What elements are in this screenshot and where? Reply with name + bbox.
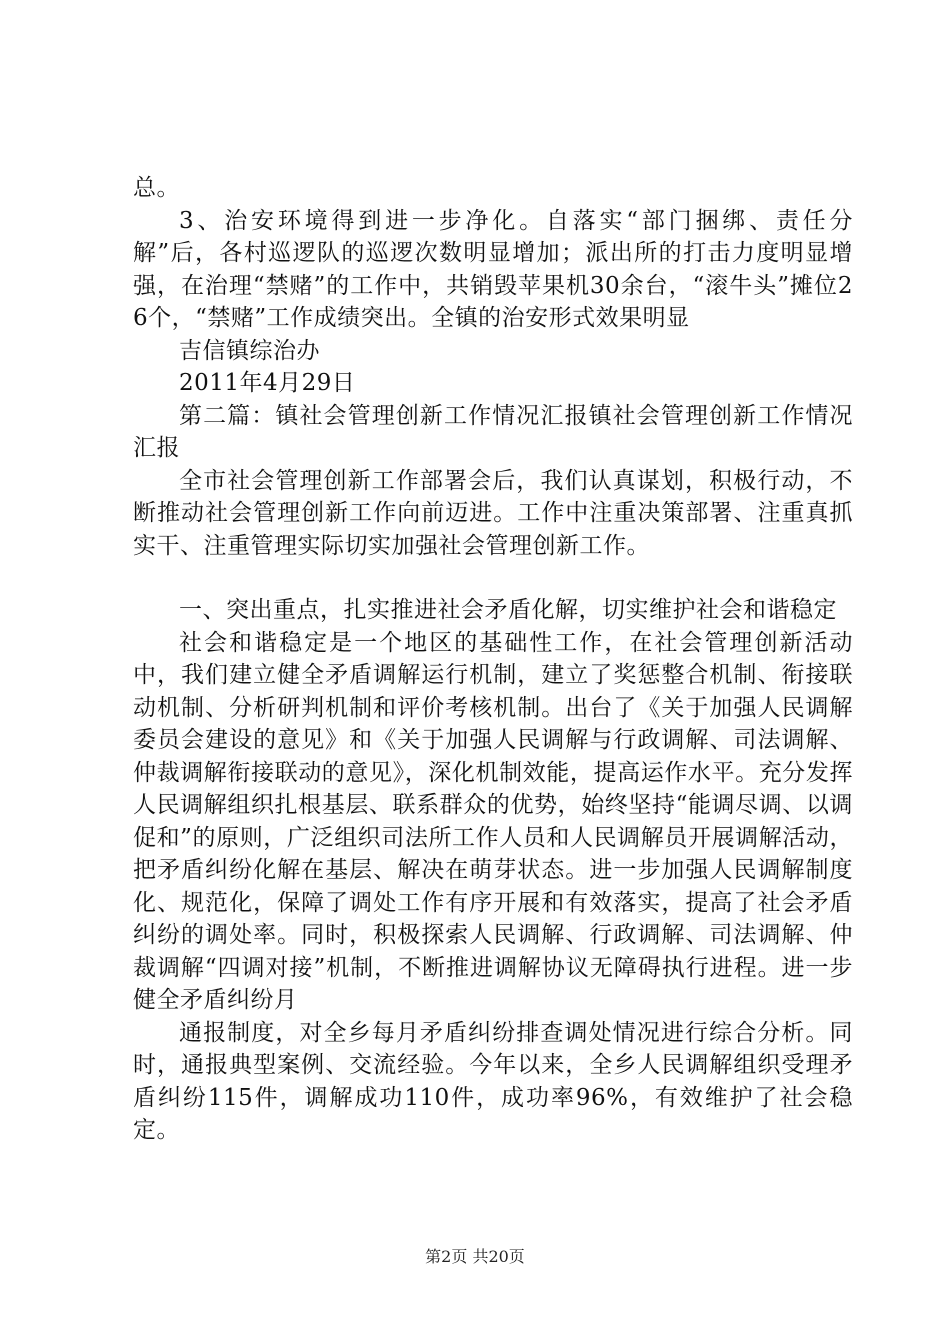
paragraph-intro: 全市社会管理创新工作部署会后，我们认真谋划，积极行动，不断推动社会管理创新工作向前迈进。工作中注重决策部署、注重真抓实干、注重管理实际切实加强社会管理创新工作。 — [133, 467, 853, 559]
paragraph-mediation-mechanism: 社会和谐稳定是一个地区的基础性工作，在社会管理创新活动中，我们建立健全矛盾调解运行机制，建立了奖惩整合机制、衔接联动机制、分析研判机制和评价考核机制。出台了《关于加强人民调解委员会建设的意见》和《关于加强人民调解与行政调解、司法调解、仲裁调解衔接联动的意见》，深化机制效能，提高运作水平。充分发挥人民调解组织扎根基层、联系群众的优势，始终坚持“能调尽调、以调促和”的原则，广泛组织司法所工作人员和人民调解员开展调解活动，把矛盾纠纷化解在基层、解决在萌芽状态。进一步加强人民调解制度化、规范化，保障了调处工作有序开展和有效落实，提高了社会矛盾纠纷的调处率。同时，积极探索人民调解、行政调解、司法调解、仲裁调解“四调对接”机制，不断推进调解协议无障碍执行进程。进一步健全矛盾纠纷月 — [133, 629, 853, 1013]
signature-date: 2011年4月29日 — [179, 370, 356, 396]
heading-section-one: 一、突出重点，扎实推进社会矛盾化解，切实维护社会和谐稳定 — [179, 597, 837, 623]
section-title-part-two: 第二篇：镇社会管理创新工作情况汇报镇社会管理创新工作情况汇报 — [133, 402, 853, 461]
paragraph-notification-system: 通报制度，对全乡每月矛盾纠纷排查调处情况进行综合分析。同时，通报典型案例、交流经验。今年以来，全乡人民调解组织受理矛盾纠纷115件，调解成功110件，成功率96%，有效维护了社会稳定。 — [133, 1019, 853, 1143]
document-body — [133, 172, 853, 1147]
paragraph-gap — [133, 562, 853, 594]
paragraph-ending: 总。 — [133, 175, 180, 201]
page-footer: 第2页 共20页 — [425, 1247, 525, 1266]
signature-office: 吉信镇综治办 — [179, 337, 320, 364]
paragraph-security-environment: 3、治安环境得到进一步净化。自落实“部门捆绑、责任分解”后，各村巡逻队的巡逻次数明显增加；派出所的打击力度明显增强，在治理“禁赌”的工作中，共销毁苹果机30余台，“滚牛头”摊位26个，“禁赌”工作成绩突出。全镇的治安形式效果明显 — [133, 207, 853, 331]
